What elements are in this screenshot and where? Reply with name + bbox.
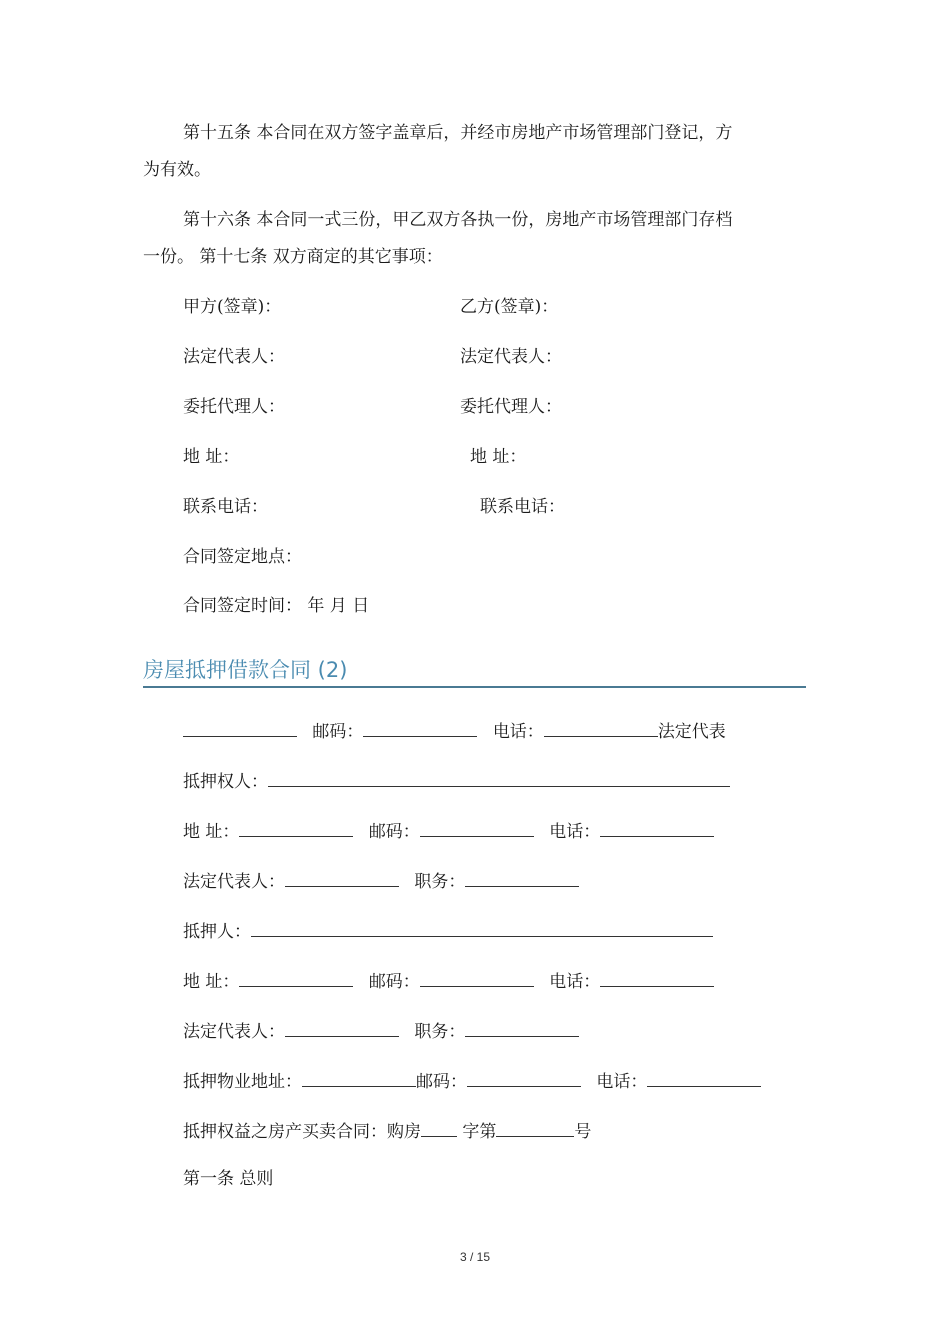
- mortgagee-legal-rep-line: [183, 870, 579, 893]
- postcode-label: 邮码：: [312, 722, 364, 742]
- blank-field: [544, 720, 658, 737]
- page-number: 3 / 15: [459, 1250, 491, 1264]
- party-b-phone: 联系电话：: [480, 497, 565, 517]
- contract-ref-suffix: 号: [574, 1122, 592, 1142]
- legal-rep-short-label: 法定代表: [657, 722, 726, 742]
- party-b-agent: 委托代理人：: [460, 397, 562, 417]
- sign-time: 合同签定时间： 年 月 日: [183, 596, 370, 616]
- postcode-label: 邮码：: [416, 1072, 467, 1092]
- mortgagor-address-line: [183, 970, 714, 993]
- phone-label: 电话：: [549, 822, 601, 842]
- blank-field: [302, 1070, 416, 1087]
- contract-ref-mid: 字第: [457, 1122, 497, 1142]
- blank-field: [420, 970, 534, 987]
- contract-reference-line: [183, 1120, 591, 1143]
- address-label: 地 址：: [183, 972, 240, 992]
- party-a-seal: 甲方(签章)：: [183, 297, 282, 317]
- contract-ref-prefix: 抵押权益之房产买卖合同：购房: [183, 1122, 421, 1142]
- blank-field: [467, 1070, 581, 1087]
- blank-field: [600, 820, 714, 837]
- blank-field: [239, 970, 353, 987]
- party-b-legal-rep: 法定代表人：: [460, 347, 562, 367]
- form-line-1: [183, 720, 726, 743]
- address-label: 地 址：: [183, 822, 240, 842]
- article-1-heading: 第一条 总则: [183, 1169, 274, 1189]
- mortgagor-label: 抵押人：: [183, 922, 251, 942]
- blank-field: [420, 820, 534, 837]
- mortgagor-legal-rep-line: [183, 1020, 579, 1043]
- legal-rep-label: 法定代表人：: [183, 1022, 285, 1042]
- position-label: 职务：: [414, 1022, 466, 1042]
- blank-field: [600, 970, 714, 987]
- clause-15-line2: 为有效。: [143, 160, 211, 180]
- blank-field: [268, 770, 730, 787]
- party-a-legal-rep: 法定代表人：: [183, 347, 285, 367]
- phone-label: 电话：: [492, 722, 544, 742]
- blank-field: [421, 1120, 457, 1137]
- blank-field: [647, 1070, 761, 1087]
- blank-field: [285, 1020, 399, 1037]
- party-b-seal: 乙方(签章)：: [460, 297, 559, 317]
- mortgagor-line: [183, 920, 713, 943]
- party-a-agent: 委托代理人：: [183, 397, 285, 417]
- position-label: 职务：: [414, 872, 466, 892]
- blank-field: [183, 720, 297, 737]
- phone-label: 电话：: [549, 972, 601, 992]
- postcode-label: 邮码：: [368, 822, 420, 842]
- blank-field: [465, 1020, 579, 1037]
- blank-field: [363, 720, 477, 737]
- party-a-phone: 联系电话：: [183, 497, 268, 517]
- property-address-label: 抵押物业地址：: [183, 1072, 302, 1092]
- clause-16-line2: 一份。 第十七条 双方商定的其它事项：: [143, 247, 443, 267]
- legal-rep-label: 法定代表人：: [183, 872, 285, 892]
- section-heading: [143, 656, 806, 688]
- phone-label: 电话：: [596, 1072, 648, 1092]
- blank-field: [285, 870, 399, 887]
- mortgagee-label: 抵押权人：: [183, 772, 268, 792]
- clause-15-line1: 第十五条 本合同在双方签字盖章后，并经市房地产市场管理部门登记，方: [183, 123, 733, 143]
- postcode-label: 邮码：: [368, 972, 420, 992]
- section-title: 房屋抵押借款合同 (2): [143, 658, 348, 682]
- property-address-line: [183, 1070, 761, 1093]
- blank-field: [465, 870, 579, 887]
- party-b-address: 地 址：: [470, 447, 527, 467]
- clause-16-line1: 第十六条 本合同一式三份，甲乙双方各执一份，房地产市场管理部门存档: [183, 210, 733, 230]
- mortgagee-line: [183, 770, 730, 793]
- mortgagee-address-line: [183, 820, 714, 843]
- blank-field: [251, 920, 713, 937]
- blank-field: [239, 820, 353, 837]
- sign-place: 合同签定地点：: [183, 547, 302, 567]
- party-a-address: 地 址：: [183, 447, 240, 467]
- blank-field: [496, 1120, 574, 1137]
